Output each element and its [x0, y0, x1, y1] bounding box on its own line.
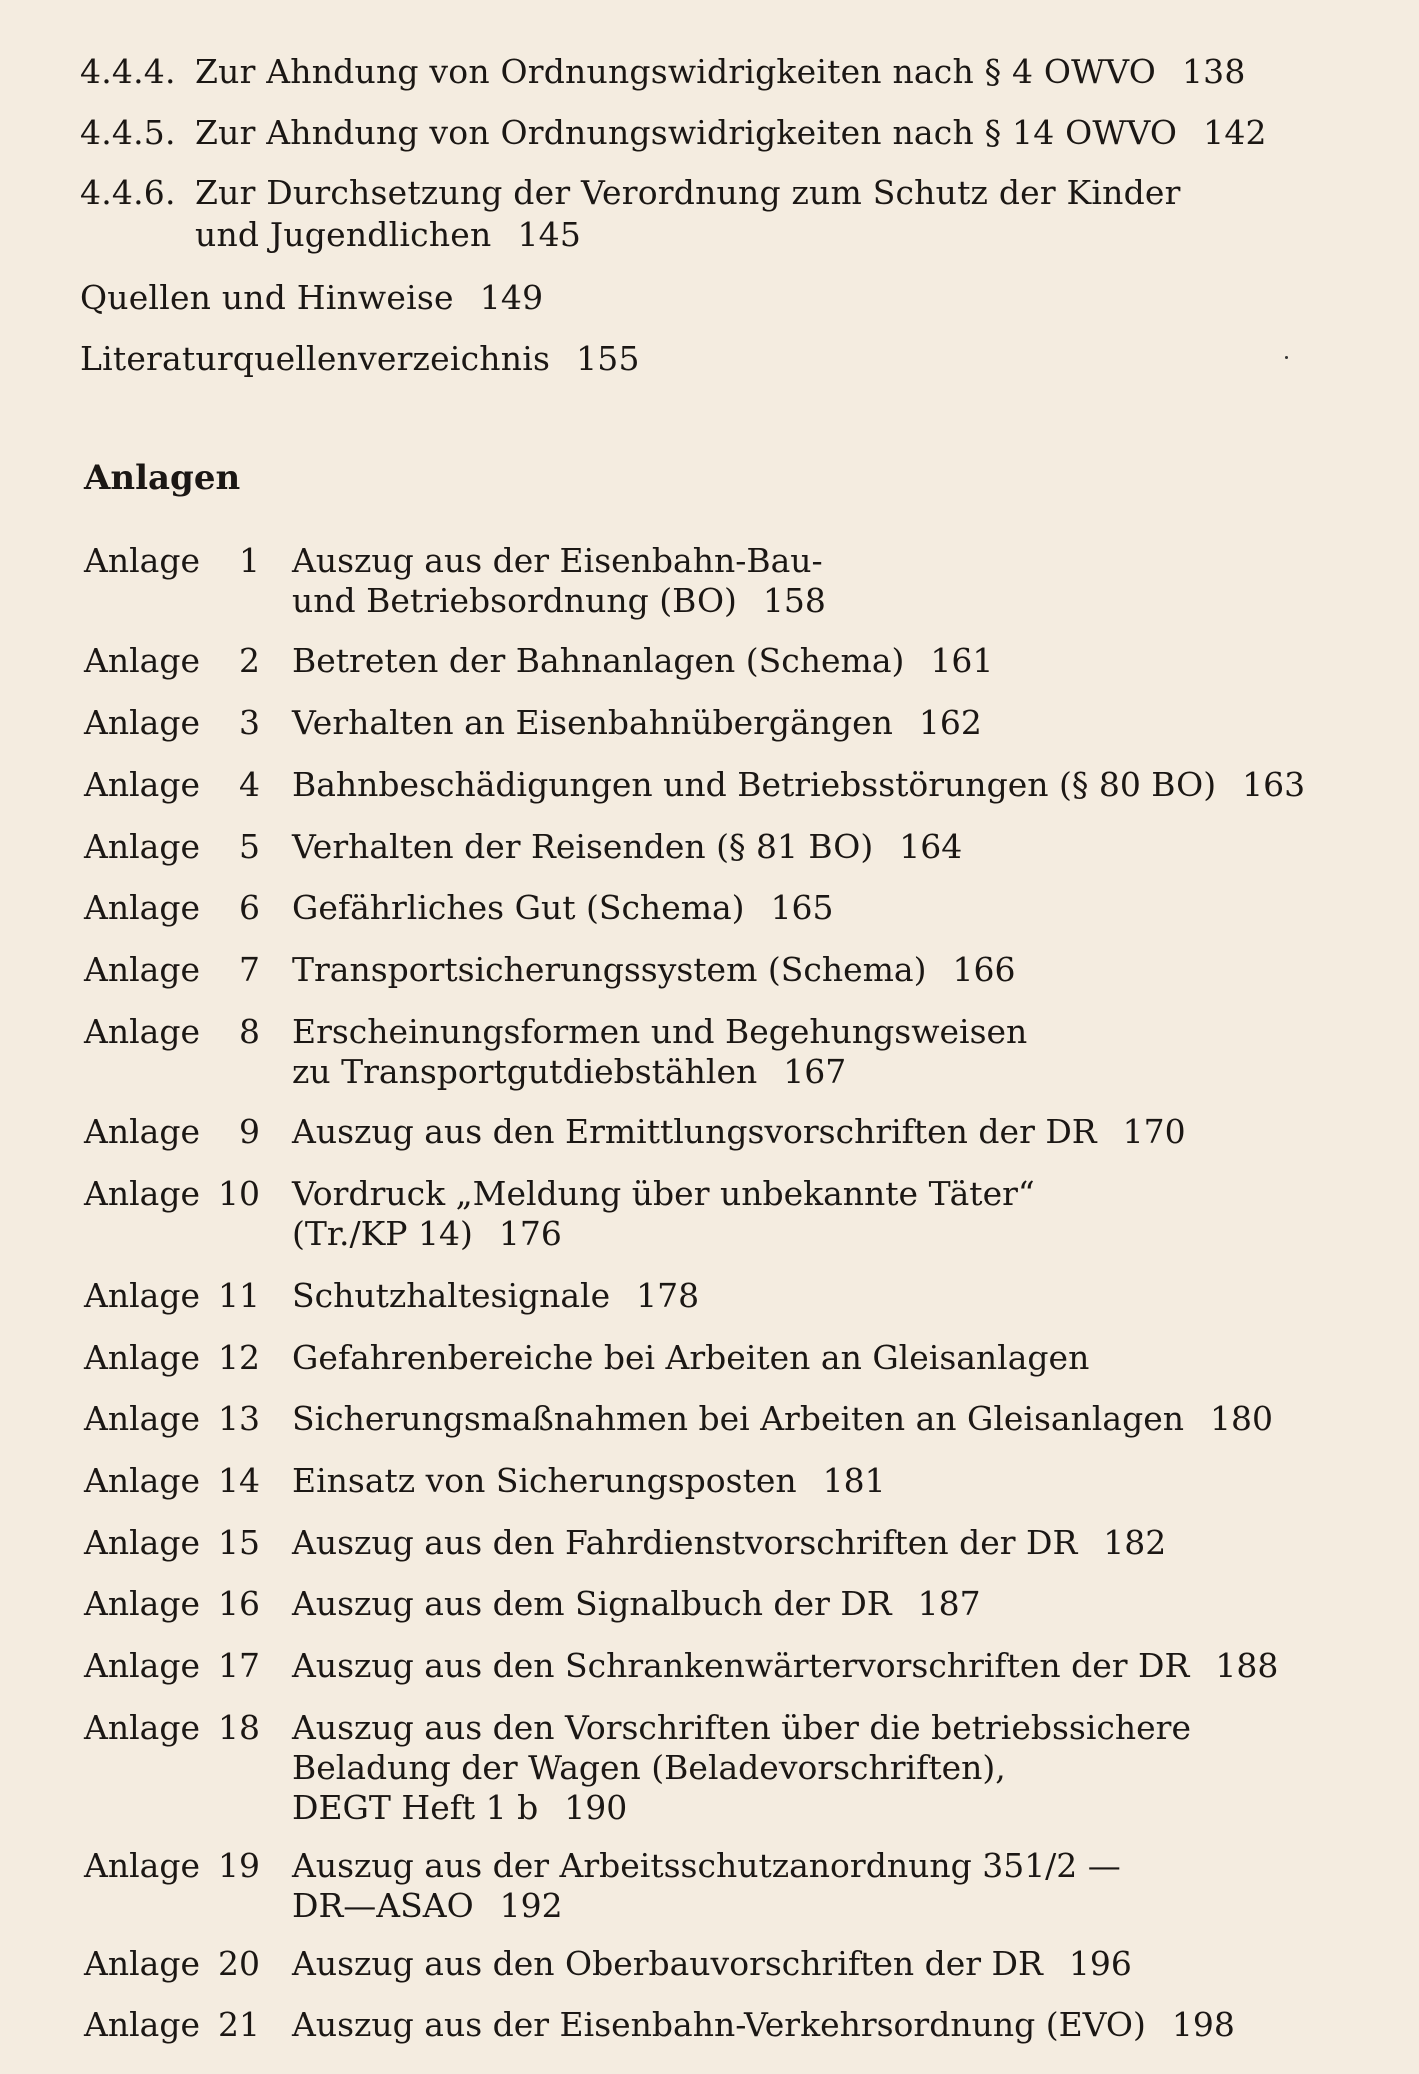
toc-number: 4.4.6. [80, 173, 176, 212]
anlage-title-line [292, 888, 834, 928]
anlage-number: 20 [218, 1944, 260, 1983]
anlage-page-number: 181 [822, 1461, 886, 1500]
anlage-title: Auszug aus der Arbeitsschutzanordnung 351/2 — [292, 1846, 1121, 1885]
anlage-number: 16 [218, 1584, 260, 1623]
anlage-title-line [292, 1708, 1191, 1748]
anlage-title: DEGT Heft 1 b [292, 1788, 539, 1827]
anlage-number: 14 [218, 1461, 260, 1500]
anlage-label: Anlage [84, 765, 200, 804]
anlage-number: 15 [218, 1523, 260, 1562]
anlage-title: (Tr./KP 14) [292, 1214, 473, 1253]
anlage-label: Anlage [84, 1012, 200, 1051]
anlage-entry [0, 1338, 1419, 1378]
anlage-title: Verhalten der Reisenden (§ 81 BO) [292, 827, 874, 866]
anlage-page-number: 196 [1068, 1944, 1132, 1983]
anlage-entry [0, 1523, 1419, 1563]
toc-title-line [195, 52, 1246, 92]
anlage-number: 2 [239, 641, 260, 680]
anlage-entry [0, 1944, 1419, 1984]
anlage-entry [0, 1708, 1419, 1828]
anlage-number: 12 [218, 1338, 260, 1377]
anlage-title: Auszug aus der Eisenbahn-Bau- [292, 541, 823, 580]
anlage-entry [0, 641, 1419, 681]
anlage-title-line [292, 1112, 1186, 1152]
anlage-title-line [292, 1174, 1035, 1214]
anlage-entry [0, 1012, 1419, 1092]
anlage-label: Anlage [84, 1944, 200, 1983]
toc-title: und Jugendlichen [195, 215, 492, 254]
anlage-title-line [292, 1214, 562, 1254]
anlage-title: DR—ASAO [292, 1886, 474, 1925]
anlage-title-line [292, 2005, 1235, 2045]
anlage-label: Anlage [84, 1708, 200, 1747]
anlage-label: Anlage [84, 827, 200, 866]
anlage-title-line [292, 1523, 1166, 1563]
anlage-page-number: 188 [1215, 1646, 1279, 1685]
anlage-title-line [292, 1886, 563, 1926]
anlage-label: Anlage [84, 1338, 200, 1377]
print-speck [1285, 356, 1288, 359]
anlage-label: Anlage [84, 888, 200, 927]
anlage-label: Anlage [84, 950, 200, 989]
anlage-entry [0, 1646, 1419, 1686]
anlage-entry [0, 950, 1419, 990]
anlage-title: Gefährliches Gut (Schema) [292, 888, 745, 927]
anlage-label: Anlage [84, 1584, 200, 1623]
toc-title-line [80, 339, 640, 379]
anlage-number: 11 [218, 1276, 260, 1315]
anlage-title: Schutzhaltesignale [292, 1276, 611, 1315]
anlage-entry [0, 827, 1419, 867]
anlage-entry [0, 541, 1419, 621]
anlage-title: Transportsicherungssystem (Schema) [292, 950, 927, 989]
anlage-title-line [292, 1846, 1121, 1886]
anlage-label: Anlage [84, 2005, 200, 2044]
toc-number: 4.4.5. [80, 113, 176, 152]
anlage-page-number: 162 [918, 703, 982, 742]
anlage-number: 17 [218, 1646, 260, 1685]
anlage-title-line [292, 1788, 627, 1828]
anlage-title: Auszug aus den Vorschriften über die betriebssichere [292, 1708, 1191, 1747]
anlage-page-number: 187 [917, 1584, 981, 1623]
anlage-title-line [292, 541, 823, 581]
anlage-page-number: 161 [930, 641, 994, 680]
anlage-title-line [292, 1461, 886, 1501]
anlage-entry [0, 1584, 1419, 1624]
anlage-number: 4 [239, 765, 260, 804]
anlage-title-line [292, 581, 826, 621]
toc-title: Zur Ahndung von Ordnungswidrigkeiten nach § 14 OWVO [195, 113, 1178, 152]
anlage-page-number: 165 [770, 888, 834, 927]
anlage-number: 6 [239, 888, 260, 927]
anlage-label: Anlage [84, 1461, 200, 1500]
anlage-number: 10 [218, 1174, 260, 1213]
anlage-entry [0, 1846, 1419, 1926]
anlage-title-line [292, 703, 982, 743]
toc-page-number: 155 [576, 339, 640, 378]
anlage-page-number: 163 [1242, 765, 1306, 804]
anlage-page-number: 167 [783, 1052, 847, 1091]
anlage-title: Sicherungsmaßnahmen bei Arbeiten an Gleisanlagen [292, 1399, 1184, 1438]
toc-title: Zur Durchsetzung der Verordnung zum Schutz der Kinder [195, 173, 1181, 212]
anlage-entry [0, 1174, 1419, 1254]
anlage-label: Anlage [84, 1399, 200, 1438]
anlage-title: Einsatz von Sicherungsposten [292, 1461, 797, 1500]
anlage-entry [0, 2005, 1419, 2045]
anlage-title: zu Transportgutdiebstählen [292, 1052, 758, 1091]
anlage-title-line [292, 1944, 1132, 1984]
anlage-title-line [292, 1748, 1006, 1788]
anlage-number: 13 [218, 1399, 260, 1438]
anlage-page-number: 176 [498, 1214, 562, 1253]
anlage-title: Betreten der Bahnanlagen (Schema) [292, 641, 905, 680]
anlage-title: und Betriebsordnung (BO) [292, 581, 737, 620]
anlage-entry [0, 765, 1419, 805]
anlage-title: Bahnbeschädigungen und Betriebsstörungen (§ 80 BO) [292, 765, 1217, 804]
anlage-title-line [292, 1646, 1278, 1686]
toc-title: Zur Ahndung von Ordnungswidrigkeiten nach § 4 OWVO [195, 52, 1156, 91]
anlage-title: Auszug aus dem Signalbuch der DR [292, 1584, 892, 1623]
anlage-title: Auszug aus den Schrankenwärtervorschriften der DR [292, 1646, 1190, 1685]
toc-number: 4.4.4. [80, 52, 176, 91]
anlage-label: Anlage [84, 703, 200, 742]
anlage-title: Auszug aus der Eisenbahn-Verkehrsordnung (EVO) [292, 2005, 1146, 2044]
anlage-title-line [292, 950, 1015, 990]
anlage-title-line [292, 1338, 1089, 1378]
anlage-number: 19 [218, 1846, 260, 1885]
toc-title-line [195, 113, 1267, 153]
anlage-label: Anlage [84, 541, 200, 580]
anlage-label: Anlage [84, 1523, 200, 1562]
toc-title-line [80, 278, 543, 318]
anlage-page-number: 182 [1103, 1523, 1167, 1562]
anlage-entry [0, 1399, 1419, 1439]
anlage-title: Erscheinungsformen und Begehungsweisen [292, 1012, 1028, 1051]
anlage-label: Anlage [84, 1174, 200, 1213]
anlage-label: Anlage [84, 641, 200, 680]
anlage-number: 7 [239, 950, 260, 989]
anlagen-heading: Anlagen [84, 458, 241, 498]
anlage-title-line [292, 641, 993, 681]
toc-title-line [195, 215, 581, 255]
anlage-number: 1 [239, 541, 260, 580]
anlage-title-line [292, 1052, 846, 1092]
toc-title: Quellen und Hinweise [80, 278, 454, 317]
anlage-title-line [292, 1012, 1027, 1052]
anlage-number: 8 [239, 1012, 260, 1051]
anlage-page-number: 170 [1122, 1112, 1186, 1151]
toc-page-number: 138 [1181, 52, 1246, 91]
toc-page-number: 142 [1203, 113, 1267, 152]
anlage-page-number: 158 [762, 581, 826, 620]
anlage-entry [0, 1276, 1419, 1316]
anlage-title: Auszug aus den Fahrdienstvorschriften der DR [292, 1523, 1078, 1562]
anlage-number: 3 [239, 703, 260, 742]
anlage-title: Beladung der Wagen (Beladevorschriften), [292, 1748, 1006, 1787]
anlage-entry [0, 1112, 1419, 1152]
anlage-label: Anlage [84, 1276, 200, 1315]
anlage-title-line [292, 765, 1305, 805]
anlage-title-line [292, 827, 962, 867]
anlage-title: Gefahrenbereiche bei Arbeiten an Gleisanlagen [292, 1338, 1090, 1377]
anlage-title: Auszug aus den Ermittlungsvorschriften der DR [292, 1112, 1097, 1151]
anlage-page-number: 166 [952, 950, 1016, 989]
anlage-page-number: 178 [636, 1276, 700, 1315]
anlage-entry [0, 888, 1419, 928]
anlage-number: 18 [218, 1708, 260, 1747]
toc-title: Literaturquellenverzeichnis [80, 339, 551, 378]
anlage-entry [0, 1461, 1419, 1501]
anlage-page-number: 164 [899, 827, 963, 866]
anlage-entry [0, 703, 1419, 743]
toc-title-line [195, 173, 1181, 213]
toc-page-number: 145 [517, 215, 582, 254]
anlage-label: Anlage [84, 1112, 200, 1151]
anlage-title: Verhalten an Eisenbahnübergängen [292, 703, 893, 742]
anlage-title: Auszug aus den Oberbauvorschriften der DR [292, 1944, 1043, 1983]
anlage-title-line [292, 1399, 1273, 1439]
toc-page-number: 149 [479, 278, 544, 317]
anlage-number: 9 [239, 1112, 260, 1151]
anlage-title-line [292, 1276, 699, 1316]
anlage-page-number: 192 [499, 1886, 563, 1925]
anlage-page-number: 180 [1209, 1399, 1273, 1438]
anlage-page-number: 198 [1171, 2005, 1235, 2044]
anlage-page-number: 190 [564, 1788, 628, 1827]
anlage-label: Anlage [84, 1846, 200, 1885]
anlage-title-line [292, 1584, 981, 1624]
anlage-number: 5 [239, 827, 260, 866]
anlage-number: 21 [218, 2005, 260, 2044]
anlage-label: Anlage [84, 1646, 200, 1685]
anlage-title: Vordruck „Meldung über unbekannte Täter“ [292, 1174, 1035, 1213]
